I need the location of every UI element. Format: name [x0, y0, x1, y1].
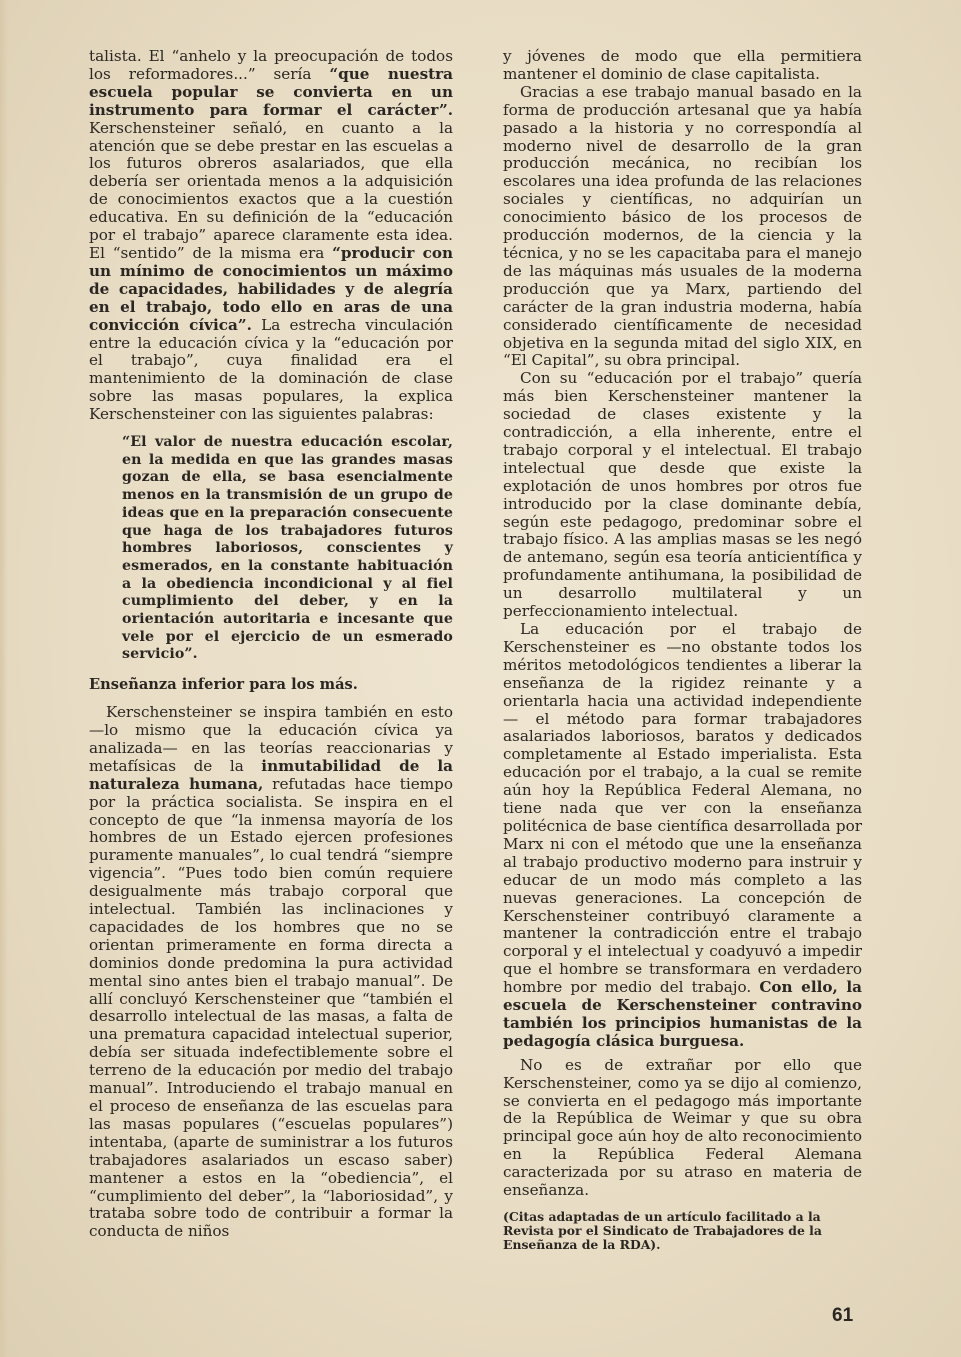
section-heading: Enseñanza inferior para los más.: [89, 676, 358, 694]
page-edge-shadow: [0, 0, 8, 1357]
paragraph: [503, 621, 862, 1051]
text-run: Kerschensteiner señaló, en cuanto a la atención que se debe prestar en las escuelas a los futuros obreros asalariados, que ella debería ser orientada menos a la adquisición de conocimientos exactos que a la cuestión educativa. En su definición de la “educación por el trabajo” aparece claramente esta idea. El “sentido” de la misma era: [89, 118, 453, 262]
bold-phrase: inmutabilidad de la naturaleza humana,: [89, 756, 453, 793]
paragraph-continuation: y jóvenes de modo que ella permitiera mantener el dominio de clase capitalista.: [503, 47, 862, 83]
block-quote: “El valor de nuestra educación escolar, en la medida en que las grandes masas gozan de ella, se basa esencialmente menos en la transmisión de un grupo de ideas que en la preparación consecuente que haga de los trabajadores futuros hombres laboriosos, conscientes y esmerados, en la constante habituación a la obediencia incondicional y al fiel cumplimiento del deber, y en la orientación autoritaria e incesante que vele por el ejercicio de un esmerado servicio”.: [122, 434, 453, 663]
bold-quote: “que nuestra escuela popular se convierta en un instrumento para formar el carácter”.: [89, 64, 453, 119]
text-run: Kerschensteiner se inspira también en esto —lo mismo que la educación cívica ya analizada— en las teorías reaccionarias y metafísicas de la: [89, 703, 453, 775]
page-number: 61: [832, 1305, 854, 1326]
paragraph: Con su “educación por el trabajo” quería más bien Kerschensteiner mantener la sociedad de clases existente y la contradicción, a ella inherente, entre el trabajo corporal y el intelectual. El trabajo intelectual que desde que existe la explotación de unos hombres por otros fue introducido por la clase dominante debía, según este pedagogo, predominar sobre el trabajo físico. A las amplias masas se les negó de antemano, según esa teoría anticientífica y profundamente antihumana, la posibilidad de un desarrollo multilateral y un perfeccionamiento intelectual.: [503, 369, 862, 621]
left-column: [89, 48, 453, 1241]
source-credit: (Citas adaptadas de un artículo facilitado a la Revista por el Sindicato de Trabajadores de la Enseñanza de la RDA).: [503, 1209, 822, 1253]
paragraph: No es de extrañar por ello que Kerschensteiner, como ya se dijo al comienzo, se convierta en el pedagogo más importante de la República de Weimar y que su obra principal goce aún hoy de alto reconocimiento en la República Federal Alemana caracterizada por su atraso en materia de enseñanza.: [503, 1055, 862, 1200]
bold-conclusion: Con ello, la escuela de Kerschensteiner contravino también los principios humanistas de la pedagogía clásica burguesa.: [503, 978, 862, 1050]
text-run: La estrecha vinculación entre la educación cívica y la “educación por el trabajo”, cuya finalidad era el mantenimiento de la dominación de clase sobre las masas populares, la explica Kerschensteiner con las siguientes palabras:: [89, 315, 453, 424]
paragraph-section: [89, 704, 453, 1241]
paragraph: Gracias a ese trabajo manual basado en la forma de producción artesanal que ya había pasado a la historia y no correspondía al moderno nivel de desarrollo de la gran producción mecánica, no recibían los escolares una idea profunda de las relaciones sociales y científicas, no adquirían un conocimiento básico de los procesos de producción modernos, de la ciencia y la técnica, y no se les capacitaba para el manejo de las máquinas más usuales de la moderna producción que ya Marx, partiendo del carácter de la gran industria moderna, había considerado científicamente de necesidad objetiva en la segunda mitad del siglo XIX, en “El Capital”, su obra principal.: [503, 82, 862, 370]
bold-quote: “producir con un mínimo de conocimientos un máximo de capacidades, habilidades y de alegría en el trabajo, todo ello en aras de una convicción cívica”.: [89, 243, 454, 334]
text-run: La educación por el trabajo de Kerschensteiner es —no obstante todos los méritos metodológicos tendientes a liberar la enseñanza de la rigidez reinante y a orientarla hacia una actividad independiente— el método para formar trabajadores asalariados laboriosos, baratos y dedicados completamente al Estado imperialista. Esta educación por el trabajo, a la cual se remite aún hoy la República Federal Alemana, no tiene nada que ver con la enseñanza politécnica de base científica desarrollada por Marx ni con el método que une la enseñanza al trabajo productivo moderno para instruir y educar de un modo más completo a las nuevas generaciones. La concepción de Kerschensteiner contribuyó claramente a mantener la contradicción entre el trabajo corporal y el intelectual y coadyuvó a impedir que el hombre se transformara en verdadero hombre por medio del trabajo.: [503, 620, 862, 997]
text-run: refutadas hace tiempo por la práctica socialista. Se inspira en el concepto de que “la inmensa mayoría de los hombres de un Estado ejercen profesiones puramente manuales”, lo cual tendrá “siempre vigencia”. “Pues todo bien común requiere desigualmente más trabajo corporal que intelectual. También las inclinaciones y capacidades de los hombres que no se orientan primeramente en forma directa a dominios donde predomina la pura actividad mental sino antes bien el trabajo manual”. De allí concluyó Kerschensteiner que “también el desarrollo intelectual de las masas, a falta de una prematura capacidad intelectual superior, debía ser situada indefectiblemente sobre el terreno de la educación por medio del trabajo manual”. Introduciendo el trabajo manual en el proceso de enseñanza de las escuelas para las masas populares (“escuelas populares”) intentaba, (aparte de suministrar a los futuros trabajadores asalariados un escaso saber) mantener a estos en la “obediencia”, el “cumplimiento del deber”, la “laboriosidad”, y trataba sobre todo de contribuir a formar la conducta de niños: [89, 774, 453, 1241]
right-column: [503, 48, 862, 1253]
text-run: talista. El “anhelo y la preocupación de todos los reformadores...” sería: [89, 47, 453, 83]
paragraph-intro: [89, 48, 453, 424]
